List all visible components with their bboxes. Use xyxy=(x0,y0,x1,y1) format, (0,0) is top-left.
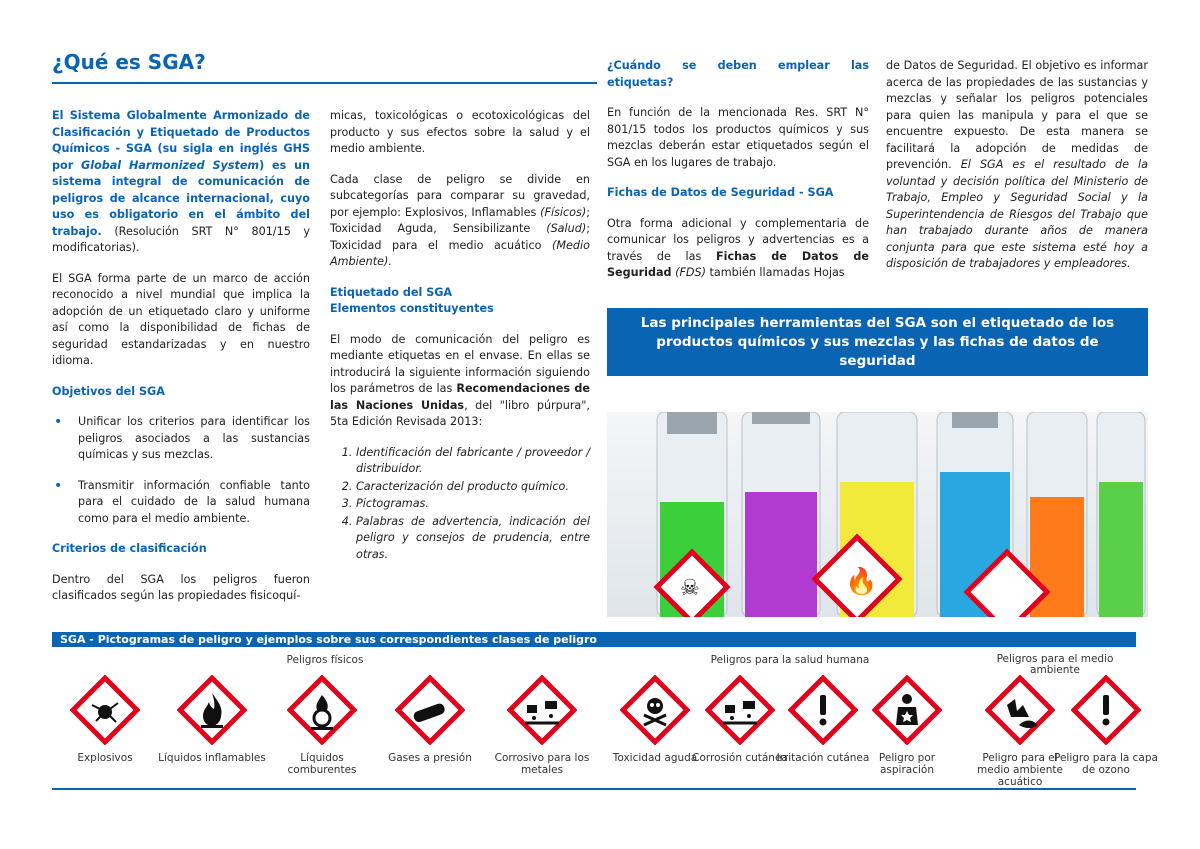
list-item: 4. Palabras de advertencia, indicación del peligro y consejos de prudencia, entre otras. xyxy=(356,514,590,564)
svg-text:☠: ☠ xyxy=(680,576,700,601)
flame-over-circle-icon xyxy=(287,675,357,745)
pictogram-label: Peligro para la capa de ozono xyxy=(1054,752,1158,776)
gas-cylinder-icon xyxy=(395,675,465,745)
list-item: 1. Identificación del fabricante / proveedor / distribuidor. xyxy=(356,445,590,478)
pictogram-label: Líquidos comburentes xyxy=(287,752,357,776)
exploding-bomb-icon xyxy=(70,675,140,745)
modo-paragraph: El modo de comunicación del peligro es mediante etiquetas en el envase. En ellas se introducirá la siguiente información siguiendo los parámetros de las Recomendaciones de las Naciones Unidas, del "libro púrpura", 5ta Edición Revisada 2013: xyxy=(330,332,590,428)
exclamation-icon xyxy=(788,675,858,745)
group-label-environment: Peligros para el medio ambiente xyxy=(996,653,1114,676)
chemical-vials-photo xyxy=(607,412,1148,617)
pictogram-label: Corrosión cutánea xyxy=(692,752,788,764)
list-item: 2. Caracterización del producto químico. xyxy=(356,479,590,496)
fichas-heading: Fichas de Datos de Seguridad - SGA xyxy=(607,186,834,199)
pictogram-label: Toxicidad aguda xyxy=(612,752,698,764)
pictogram-label: Irritación cutánea xyxy=(776,752,870,764)
svg-text:🔥: 🔥 xyxy=(845,567,878,597)
etiquetado-heading: Etiquetado del SGA Elementos constituyentes xyxy=(330,285,494,315)
fichas-continuation-paragraph: de Datos de Seguridad. El objetivo es informar acerca de las propiedades de las sustancias y mezclas y señalar los peligros potenciales para quien las manipula y para el que se encuentre expuesto. De esta manera se facilitará la adopción de medidas de prevención. El SGA es el resultado de la voluntad y decisión política del Ministerio de Trabajo, Empleo y Seguridad Social y la Superintendencia de Riesgos del Trabajo que han trabajado durante años de manera conjunta para que este sistema esté hoy a disposición de trabajadores y empleadores. xyxy=(886,59,1148,270)
fichas-paragraph: Otra forma adicional y complementaria de comunicar los peligros y advertencias es a través de las Fichas de Datos de Seguridad (FDS) también llamadas Hojas xyxy=(607,216,869,279)
list-item: • Unificar los criterios para identificar los peligros asociados a las sustancias químicas y sus mezclas. xyxy=(52,414,310,464)
objetivos-list xyxy=(52,414,310,527)
label-elements-list xyxy=(330,445,590,564)
cuando-paragraph: En función de la mencionada Res. SRT N° 801/15 todos los productos químicos y sus mezclas deberán estar etiquetados según el SGA en los lugares de trabajo. xyxy=(607,106,869,169)
title-rule xyxy=(52,82,597,84)
list-item: • Transmitir información confiable tanto para el cuidado de la salud humana como para el medio ambiente. xyxy=(52,478,310,528)
skull-crossbones-icon xyxy=(620,675,690,745)
continuation-paragraph: micas, toxicológicas o ecotoxicológicas del producto y sus efectos sobre la salud y el medio ambiente. xyxy=(330,109,590,155)
pictogram-label: Gases a presión xyxy=(388,752,472,764)
criterios-heading: Criterios de clasificación xyxy=(52,542,207,555)
bottom-rule xyxy=(52,788,1136,790)
column-4 xyxy=(886,58,1148,287)
pictogram-section-header: SGA - Pictogramas de peligro y ejemplos sobre sus correspondientes clases de peligro xyxy=(52,632,1136,647)
column-3 xyxy=(607,58,869,296)
flame-icon xyxy=(177,675,247,745)
exclamation-icon xyxy=(1071,675,1141,745)
health-hazard-icon xyxy=(872,675,942,745)
pictogram-label: Líquidos inflamables xyxy=(158,752,266,764)
column-2 xyxy=(330,108,590,564)
environment-icon xyxy=(985,675,1055,745)
corrosion-icon xyxy=(705,675,775,745)
sga-framework-paragraph: El SGA forma parte de un marco de acción reconocido a nivel mundial que implica la adopción de un etiquetado claro y uniforme así como la disponibilidad de fichas de seguridad estandarizadas y en nuestro idioma. xyxy=(52,271,310,367)
page-title: ¿Qué es SGA? xyxy=(52,50,206,74)
pictogram-label: Corrosivo para los metales xyxy=(494,752,590,776)
corrosion-icon xyxy=(507,675,577,745)
column-1 xyxy=(52,108,310,619)
criterios-paragraph: Dentro del SGA los peligros fueron clasificados según las propiedades fisicoquí- xyxy=(52,572,310,602)
cuando-heading: ¿Cuándo se deben emplear las etiquetas? xyxy=(607,59,869,89)
key-tools-banner: Las principales herramientas del SGA son el etiquetado de los productos químicos y sus mezclas y las fichas de datos de seguridad xyxy=(607,308,1148,376)
objetivos-heading: Objetivos del SGA xyxy=(52,384,165,398)
clases-paragraph: Cada clase de peligro se divide en subcategorías para comparar su gravedad, por ejemplo: Explosivos, Inflamables (Físicos); Toxicidad Aguda, Sensibilizante (Salud); Toxicidad para el medio acuático (Medio Ambiente). xyxy=(330,172,590,268)
pictogram-label: Explosivos xyxy=(77,752,133,764)
pictogram-label: Peligro por aspiración xyxy=(878,752,936,776)
group-label-health: Peligros para la salud humana xyxy=(710,654,870,666)
pictogram-label: Peligro para el medio ambiente acuático xyxy=(977,752,1063,788)
intro-paragraph: El Sistema Globalmente Armonizado de Clasificación y Etiquetado de Productos Químicos - SGA (su sigla en inglés GHS por Global Harmonized System) es un sistema integral de comunicación de peligros de alcance internacional, cuyo uso es obligatorio en el ámbito del trabajo. (Resolución SRT N° 801/15 y modificatorias). xyxy=(52,109,311,254)
list-item: 3. Pictogramas. xyxy=(356,496,590,513)
group-label-physical: Peligros físicos xyxy=(286,654,364,666)
